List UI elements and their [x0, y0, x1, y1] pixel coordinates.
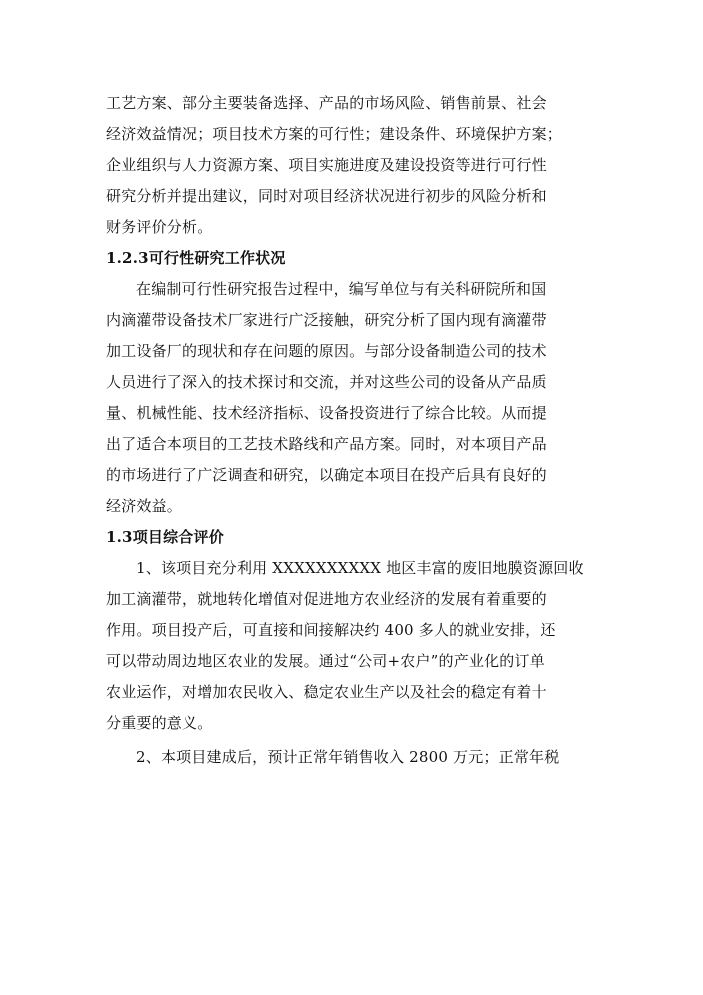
- text-line: 人员进行了深入的技术探讨和交流，并对这些公司的设备从产品质: [106, 373, 547, 391]
- text-line: 企业组织与人力资源方案、项目实施进度及建设投资等进行可行性: [106, 156, 547, 174]
- section-1-2-3-paragraph: [106, 274, 594, 522]
- document-body: [106, 88, 594, 773]
- text-line: 2、本项目建成后，预计正常年销售收入 2800 万元；正常年税: [136, 748, 560, 766]
- text-line: 可以带动周边地区农业的发展。通过“公司+农户”的产业化的订单: [106, 652, 545, 670]
- continuation-paragraph: [106, 88, 594, 243]
- section-1-3-paragraph-2: [106, 742, 594, 773]
- text-line: 出了适合本项目的工艺技术路线和产品方案。同时，对本项目产品: [106, 435, 547, 453]
- text-line: 量、机械性能、技术经济指标、设备投资进行了综合比较。从而提: [106, 404, 547, 422]
- text-line: 1、该项目充分利用 XXXXXXXXXX 地区丰富的废旧地膜资源回收: [136, 559, 584, 577]
- section-heading-1-2-3: 1.2.3可行性研究工作状况: [106, 249, 286, 267]
- text-line: 在编制可行性研究报告过程中，编写单位与有关科研院所和国: [136, 280, 547, 298]
- text-line: 工艺方案、部分主要装备选择、产品的市场风险、销售前景、社会: [106, 94, 547, 112]
- section-heading-1-3: 1.3项目综合评价: [106, 528, 224, 546]
- text-line: 财务评价分析。: [106, 218, 213, 236]
- text-line: 经济效益。: [106, 497, 183, 515]
- text-line: 研究分析并提出建议，同时对项目经济状况进行初步的风险分析和: [106, 187, 547, 205]
- text-line: 农业运作，对增加农民收入、稳定农业生产以及社会的稳定有着十: [106, 683, 547, 701]
- text-line: 内滴灌带设备技术厂家进行广泛接触，研究分析了国内现有滴灌带: [106, 311, 547, 329]
- text-line: 的市场进行了广泛调查和研究，以确定本项目在投产后具有良好的: [106, 466, 547, 484]
- section-1-3-paragraph-1: [106, 553, 594, 739]
- text-line: 加工滴灌带，就地转化增值对促进地方农业经济的发展有着重要的: [106, 590, 547, 608]
- text-line: 加工设备厂的现状和存在问题的原因。与部分设备制造公司的技术: [106, 342, 547, 360]
- text-line: 分重要的意义。: [106, 714, 213, 732]
- text-line: 作用。项目投产后，可直接和间接解决约 400 多人的就业安排，还: [106, 621, 556, 639]
- text-line: 经济效益情况；项目技术方案的可行性；建设条件、环境保护方案；: [106, 125, 563, 143]
